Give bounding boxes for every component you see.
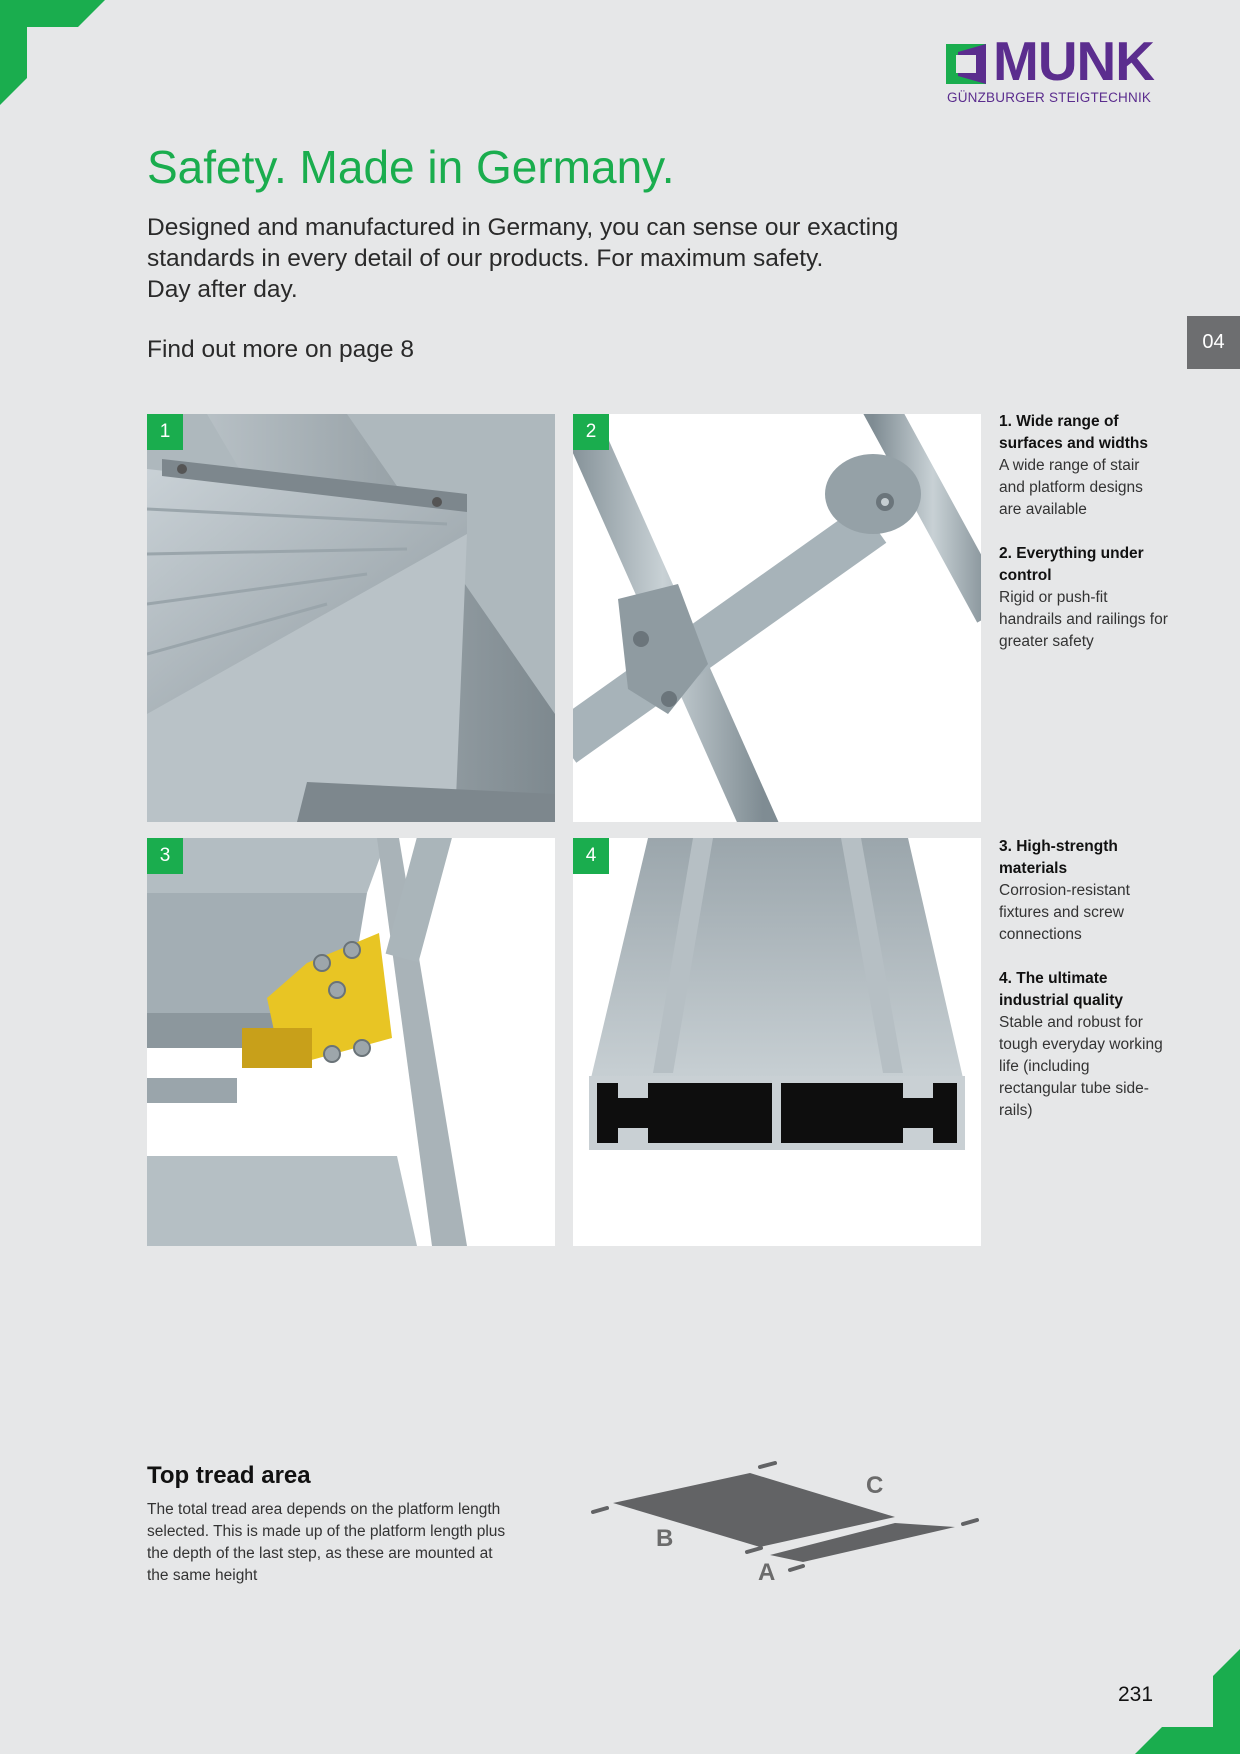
intro-line: Designed and manufactured in Germany, you can sense our exacting	[147, 214, 899, 241]
feature-badge: 2	[573, 414, 609, 450]
intro-line: standards in every detail of our products. For maximum safety.	[147, 245, 824, 272]
feature-badge: 4	[573, 838, 609, 874]
chapter-tab[interactable]: 04	[1187, 316, 1240, 369]
feature-badge: 3	[147, 838, 183, 874]
logo-wordmark: MUNK	[993, 30, 1154, 92]
feature-title: 4. The ultimate industrial quality	[999, 970, 1124, 1009]
page-number: 231	[1118, 1683, 1154, 1706]
logo-tagline: GÜNZBURGER STEIGTECHNIK	[947, 90, 1152, 105]
platform-tread-illustration	[147, 414, 555, 822]
bracket-fixture-illustration	[147, 838, 555, 1246]
feature-title: 3. High-strength materials	[999, 838, 1118, 877]
tread-area-diagram	[585, 1455, 985, 1590]
intro-line: Day after day.	[147, 276, 298, 303]
feature-photo-4	[573, 838, 981, 1246]
feature-description-1-2	[999, 411, 1169, 653]
handrail-joint-illustration	[573, 414, 981, 822]
tread-area-shape	[585, 1455, 985, 1590]
corner-accent-top-left	[0, 0, 105, 105]
find-out-more-link[interactable]: Find out more on page 8	[147, 336, 414, 363]
munk-logo	[946, 30, 1154, 108]
feature-text: Stable and robust for tough everyday working life (including rectangular tube side-rails)	[999, 1014, 1163, 1119]
rectangular-tube-profile-illustration	[573, 838, 981, 1246]
feature-description-3-4	[999, 836, 1169, 1122]
feature-text: A wide range of stair and platform designs are available	[999, 457, 1143, 518]
intro-paragraph	[147, 212, 967, 305]
diagram-label-a: A	[758, 1559, 776, 1586]
feature-photo-2	[573, 414, 981, 822]
tread-area-title: Top tread area	[147, 1462, 311, 1489]
tread-area-text: The total tread area depends on the platform length selected. This is made up of the platform length plus the depth of the last step, as these are mounted at the same height	[147, 1501, 506, 1584]
feature-badge: 1	[147, 414, 183, 450]
munk-logo-mark-icon	[946, 44, 986, 84]
feature-photo-3	[147, 838, 555, 1246]
page-headline: Safety. Made in Germany.	[147, 141, 675, 193]
feature-text: Rigid or push-fit handrails and railings for greater safety	[999, 589, 1168, 650]
feature-title: 1. Wide range of surfaces and widths	[999, 413, 1149, 452]
diagram-label-c: C	[866, 1472, 884, 1499]
feature-title: 2. Everything under control	[999, 545, 1144, 584]
diagram-label-b: B	[656, 1525, 674, 1552]
feature-text: Corrosion-resistant fixtures and screw connections	[999, 882, 1130, 943]
feature-photo-1	[147, 414, 555, 822]
